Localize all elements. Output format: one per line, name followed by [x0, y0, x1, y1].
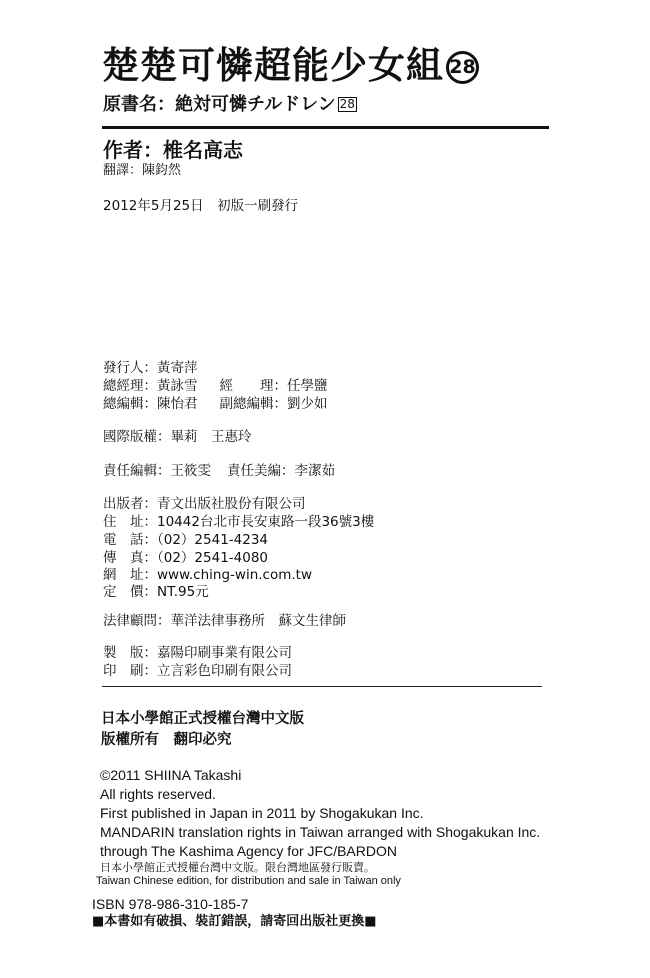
price: 定 價：NT.95元	[103, 584, 209, 600]
copyright-line-2: All rights reserved.	[100, 786, 216, 802]
copyright-line-1: ©2011 SHIINA Takashi	[100, 767, 242, 783]
damage-notice: ■本書如有破損、裝訂錯誤，請寄回出版社更換■	[92, 914, 377, 929]
manager: 經 理：任學鹽	[219, 378, 328, 394]
publisher-phone: 電 話：（02）2541-4234	[103, 532, 269, 548]
copyright-line-7: Taiwan Chinese edition, for distribution and sale in Taiwan only	[96, 875, 401, 887]
original-title-label: 原書名：	[103, 94, 175, 115]
original-title	[103, 94, 357, 116]
volume-number-circle: 28	[446, 51, 479, 84]
publisher-name: 出版者：青文出版社股份有限公司	[103, 496, 306, 512]
intl-rights: 國際版權：畢莉 王惠玲	[103, 429, 252, 445]
responsible-editor: 責任編輯：王筱雯	[103, 463, 211, 479]
publisher-website: 網 址：www.ching-win.com.tw	[103, 567, 312, 583]
isbn: ISBN 978-986-310-185-7	[92, 896, 249, 912]
printing: 印 刷：立言彩色印刷有限公司	[103, 663, 292, 679]
author-line: 作者：椎名高志	[103, 138, 243, 162]
title-divider	[102, 126, 549, 129]
book-title-text: 楚楚可憐超能少女組	[102, 44, 444, 87]
publisher-address: 住 址：10442台北市長安東路一段36號3樓	[103, 514, 375, 530]
editor-row	[103, 396, 328, 412]
editor-in-chief: 總編輯：陳怡君	[103, 396, 198, 412]
legal-counsel: 法律顧問：華洋法律事務所 蘇文生律師	[103, 613, 346, 629]
publisher-fax: 傳 真：（02）2541-4080	[103, 550, 269, 566]
copyright-line-5: through The Kashima Agency for JFC/BARDON	[100, 843, 397, 859]
copyright-line-4: MANDARIN translation rights in Taiwan arranged with Shogakukan Inc.	[100, 824, 541, 840]
deputy-editor: 副總編輯：劉少如	[219, 396, 328, 412]
copyright-line-3: First published in Japan in 2011 by Shogakukan Inc.	[100, 805, 424, 821]
bottom-divider	[102, 686, 542, 687]
copyright-line-6: 日本小學館正式授權台灣中文版。限台灣地區發行販賣。	[100, 862, 375, 874]
manager-row	[103, 378, 328, 394]
original-title-name: 絶対可憐チルドレン	[175, 94, 336, 115]
general-manager: 總經理：黃詠雪	[103, 378, 198, 394]
translator-line: 翻譯：陳鈞然	[103, 163, 182, 178]
book-title	[102, 44, 479, 88]
original-volume-box: 28	[339, 97, 355, 111]
license-authorized: 日本小學館正式授權台灣中文版	[101, 710, 304, 727]
plate-making: 製 版：嘉陽印刷事業有限公司	[103, 645, 292, 661]
editor-art-row	[103, 463, 335, 479]
publication-date: 2012年5月25日 初版一刷發行	[103, 198, 299, 214]
rights-reserved: 版權所有 翻印必究	[101, 731, 232, 748]
art-editor: 責任美編：李潔茹	[227, 463, 335, 479]
publisher-person: 發行人：黃寄萍	[103, 360, 198, 376]
